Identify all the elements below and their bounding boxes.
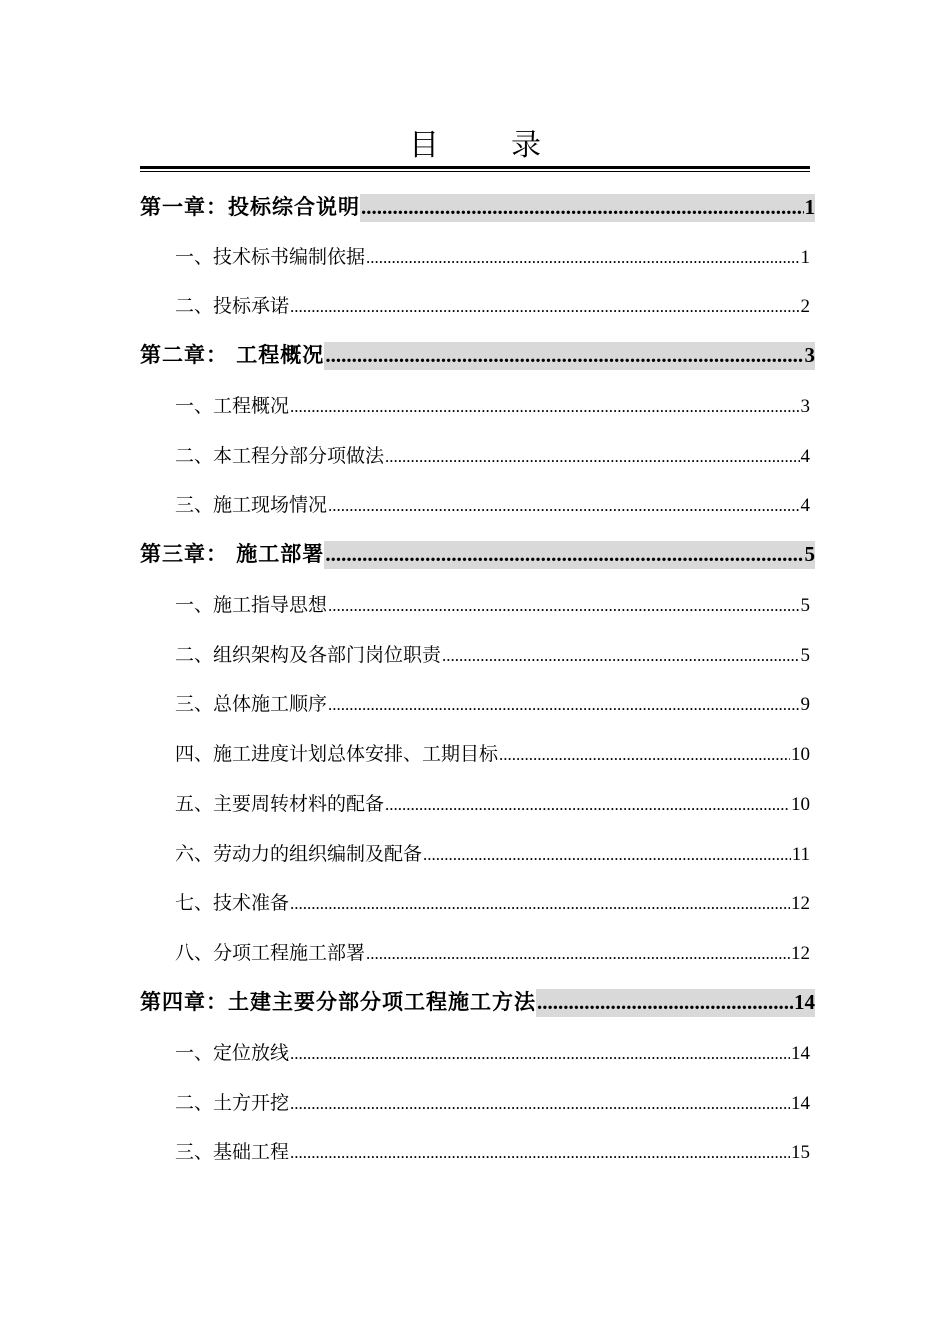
- toc-entry-label: 三、基础工程: [175, 1141, 290, 1163]
- toc-section-entry[interactable]: [175, 490, 810, 520]
- toc-entry-label: 第四章：土建主要分部分项工程施工方法: [140, 987, 536, 1017]
- toc-section-entry[interactable]: [175, 689, 810, 719]
- toc-page-number: 4: [800, 495, 810, 516]
- toc-section-entry[interactable]: [175, 739, 810, 769]
- toc-dot-leader: [385, 441, 799, 471]
- toc-page-number: 1: [800, 247, 810, 268]
- toc-page-number: 12: [791, 943, 810, 964]
- toc-section-entry[interactable]: [175, 640, 810, 670]
- toc-entry-label: 六、劳动力的组织编制及配备: [175, 843, 423, 865]
- toc-entry-label: 四、施工进度计划总体安排、工期目标: [175, 743, 499, 765]
- toc-entry-label: 第三章： 施工部署: [140, 539, 324, 569]
- toc-entry-label: 一、技术标书编制依据: [175, 246, 366, 268]
- toc-entry-label: 三、总体施工顺序: [175, 693, 328, 715]
- toc-dot-leader: [325, 539, 803, 569]
- toc-page-number: 12: [791, 893, 810, 914]
- toc-page-number: 14: [791, 1043, 810, 1064]
- toc-entry-label: 一、施工指导思想: [175, 594, 328, 616]
- toc-dot-leader: [290, 1137, 790, 1167]
- toc-section-entry[interactable]: [175, 391, 810, 421]
- toc-page-number: 9: [800, 694, 810, 715]
- toc-section-entry[interactable]: [175, 1088, 810, 1118]
- toc-dot-leader: [366, 938, 790, 968]
- toc-entry-label: 第一章：投标综合说明: [140, 192, 360, 222]
- toc-page-number: 15: [791, 1142, 810, 1163]
- toc-section-entry[interactable]: [175, 590, 810, 620]
- toc-page-number: 2: [800, 296, 810, 317]
- toc-dot-leader: [385, 789, 790, 819]
- toc-entry-label: 三、施工现场情况: [175, 494, 328, 516]
- toc-dot-leader: [361, 192, 804, 222]
- toc-page-number: 5: [800, 595, 810, 616]
- toc-section-entry[interactable]: [175, 1038, 810, 1068]
- toc-entry-label: 二、土方开挖: [175, 1092, 290, 1114]
- toc-dot-leader: [328, 590, 799, 620]
- toc-entry-label: 一、工程概况: [175, 395, 290, 417]
- toc-dot-leader: [423, 839, 791, 869]
- toc-section-entry[interactable]: [175, 242, 810, 272]
- toc-dot-leader: [328, 490, 799, 520]
- toc-page-number: 10: [791, 744, 810, 765]
- toc-dot-leader: [290, 291, 799, 321]
- toc-page-number: 1: [804, 195, 815, 219]
- toc-dot-leader: [537, 987, 793, 1017]
- toc-page-number: 4: [800, 446, 810, 467]
- toc-entry-label: 二、组织架构及各部门岗位职责: [175, 644, 442, 666]
- toc-chapter-entry[interactable]: [140, 340, 815, 370]
- toc-page-number: 10: [791, 794, 810, 815]
- toc-page-number: 11: [791, 844, 810, 865]
- toc-section-entry[interactable]: [175, 291, 810, 321]
- toc-entry-label: 二、本工程分部分项做法: [175, 445, 385, 467]
- toc-section-entry[interactable]: [175, 938, 810, 968]
- toc-dot-leader: [325, 340, 803, 370]
- toc-section-entry[interactable]: [175, 441, 810, 471]
- toc-entry-label: 八、分项工程施工部署: [175, 942, 366, 964]
- toc-page-number: 3: [804, 343, 815, 367]
- toc-title: 目录: [409, 128, 613, 163]
- toc-dot-leader: [442, 640, 799, 670]
- title-double-rule: [140, 166, 810, 172]
- toc-page-number: 14: [791, 1093, 810, 1114]
- toc-page-number: 5: [804, 542, 815, 566]
- toc-chapter-entry[interactable]: [140, 987, 815, 1017]
- toc-section-entry[interactable]: [175, 839, 810, 869]
- toc-page-number: 3: [800, 396, 810, 417]
- toc-entry-label: 二、投标承诺: [175, 295, 290, 317]
- toc-entry-label: 第二章： 工程概况: [140, 340, 324, 370]
- toc-chapter-entry[interactable]: [140, 192, 815, 222]
- toc-page-number: 5: [800, 645, 810, 666]
- toc-dot-leader: [499, 739, 790, 769]
- toc-dot-leader: [366, 242, 799, 272]
- toc-section-entry[interactable]: [175, 789, 810, 819]
- toc-dot-leader: [290, 1038, 790, 1068]
- toc-entry-label: 五、主要周转材料的配备: [175, 793, 385, 815]
- toc-dot-leader: [290, 1088, 790, 1118]
- toc-page-number: 14: [794, 990, 815, 1014]
- toc-dot-leader: [290, 888, 790, 918]
- toc-section-entry[interactable]: [175, 888, 810, 918]
- toc-entry-label: 七、技术准备: [175, 892, 290, 914]
- toc-entry-label: 一、定位放线: [175, 1042, 290, 1064]
- toc-dot-leader: [328, 689, 799, 719]
- toc-chapter-entry[interactable]: [140, 539, 815, 569]
- toc-dot-leader: [290, 391, 799, 421]
- toc-section-entry[interactable]: [175, 1137, 810, 1167]
